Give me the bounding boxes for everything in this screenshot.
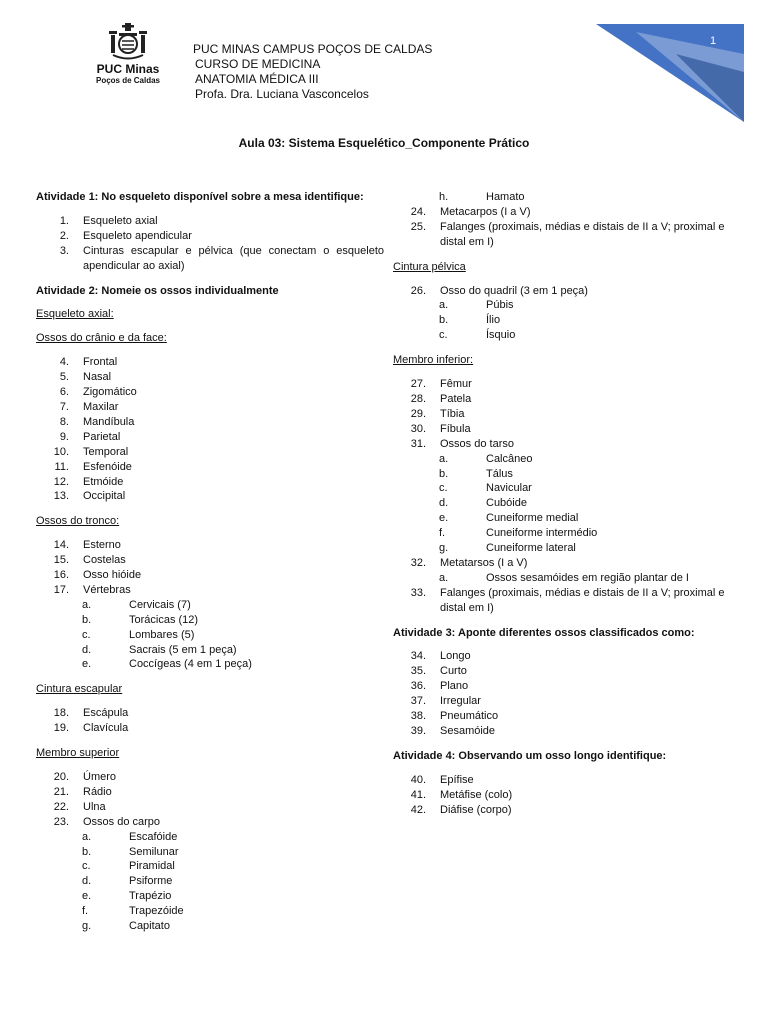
- item-number: 27.: [410, 378, 426, 391]
- item-text: Maxilar: [83, 400, 119, 413]
- list-item: [393, 788, 743, 803]
- item-text: Costelas: [83, 554, 126, 567]
- item-text: Semilunar: [129, 845, 179, 858]
- sub-list-item: [393, 452, 743, 467]
- list-item: [393, 694, 743, 709]
- item-text: Metatarsos (I a V): [440, 556, 528, 569]
- item-text: Zigomático: [83, 386, 137, 399]
- sub-list-item: [393, 526, 743, 541]
- item-number: f.: [82, 905, 89, 918]
- item-text: Ísquio: [486, 329, 516, 342]
- item-number: a.: [439, 571, 449, 584]
- item-text: Trapezóide: [129, 905, 184, 918]
- list-item: [36, 460, 384, 475]
- list-item: [36, 400, 384, 415]
- item-text: Metáfise (colo): [440, 788, 513, 801]
- item-number: 29.: [410, 407, 426, 420]
- item-number: 12.: [53, 475, 69, 488]
- header-line: CURSO DE MEDICINA: [195, 57, 321, 71]
- item-text: Plano: [440, 680, 469, 693]
- list-item: [36, 583, 384, 598]
- section-title: Cintura escapular: [36, 683, 123, 696]
- list-item: [36, 214, 384, 229]
- activity-heading: Atividade 2: Nomeie os ossos individualmente: [36, 284, 279, 297]
- item-number: 25.: [410, 220, 426, 233]
- list-item: [36, 244, 384, 274]
- item-number: 8.: [59, 415, 69, 428]
- list-item: [393, 407, 743, 422]
- list-item: [36, 415, 384, 430]
- item-text: Capitato: [129, 920, 170, 933]
- item-number: 17.: [53, 583, 69, 596]
- item-text: Pneumático: [440, 710, 499, 723]
- item-text: Psiforme: [129, 875, 173, 888]
- list-item: [36, 489, 384, 504]
- item-number: 4.: [59, 356, 69, 369]
- list-item: [393, 422, 743, 437]
- item-number: e.: [82, 890, 92, 903]
- item-text: Úmero: [83, 771, 117, 783]
- item-number: e.: [439, 512, 449, 525]
- item-text: Osso do quadril (3 em 1 peça): [440, 284, 588, 297]
- list-item: [393, 773, 743, 788]
- list-item: [36, 229, 384, 244]
- item-text: Parietal: [83, 430, 121, 443]
- list-item: [36, 538, 384, 553]
- sub-list-item: [36, 904, 384, 919]
- item-text: Cuneiforme lateral: [486, 542, 576, 555]
- item-number: c.: [439, 482, 448, 495]
- list-item: [36, 430, 384, 445]
- item-text: Falanges (proximais, médias e distais de II a V; proximal e distal em I): [440, 220, 725, 248]
- item-number: 37.: [410, 695, 426, 708]
- item-text: Mandíbula: [83, 415, 135, 428]
- list-item: [393, 724, 743, 739]
- item-number: 15.: [53, 554, 69, 567]
- list-item: [36, 785, 384, 800]
- item-text: Escafóide: [129, 830, 178, 843]
- item-number: 42.: [410, 803, 426, 816]
- corner-decoration: [596, 24, 744, 122]
- item-text: Trapézio: [129, 890, 172, 903]
- crest-icon: [105, 22, 151, 62]
- list-item: [393, 437, 743, 452]
- item-text: Tálus: [486, 467, 513, 480]
- item-number: 7.: [59, 400, 69, 413]
- item-text: Esqueleto apendicular: [83, 229, 192, 242]
- item-number: 19.: [53, 722, 69, 735]
- item-text: Clavícula: [83, 722, 129, 735]
- sub-list-item: [36, 643, 384, 658]
- item-text: Calcâneo: [486, 452, 533, 465]
- item-number: 16.: [53, 569, 69, 582]
- item-text: Nasal: [83, 371, 112, 384]
- list-item: [36, 568, 384, 583]
- item-text: Ossos do carpo: [83, 815, 161, 828]
- item-number: 28.: [410, 392, 426, 405]
- item-number: a.: [82, 830, 92, 843]
- item-number: h.: [439, 191, 449, 203]
- right-column: [393, 190, 743, 828]
- escapular-list: [36, 706, 384, 736]
- item-number: 6.: [59, 386, 69, 399]
- puc-minas-logo: [92, 22, 164, 86]
- sub-list-item: [36, 859, 384, 874]
- item-number: c.: [439, 329, 448, 342]
- item-text: Cinturas escapular e pélvica (que conectam o esqueleto apendicular ao axial): [83, 244, 384, 272]
- item-text: Sesamóide: [440, 725, 496, 737]
- list-item: [36, 475, 384, 490]
- item-text: Curto: [440, 665, 467, 678]
- item-text: Epífise: [440, 773, 474, 786]
- list-item: [393, 664, 743, 679]
- item-text: Escápula: [83, 707, 129, 720]
- item-number: 38.: [410, 710, 426, 723]
- item-number: 10.: [53, 445, 69, 458]
- sub-list-item: [36, 889, 384, 904]
- item-text: Occipital: [83, 490, 126, 503]
- item-text: Frontal: [83, 356, 118, 369]
- item-number: c.: [82, 628, 91, 641]
- item-number: b.: [439, 314, 449, 327]
- item-number: d.: [439, 497, 449, 510]
- list-item: [36, 553, 384, 568]
- sub-list-item: [36, 613, 384, 628]
- section-title: Cintura pélvica: [393, 260, 466, 273]
- item-number: 20.: [53, 771, 69, 783]
- item-text: Ossos do tarso: [440, 437, 514, 450]
- item-number: 33.: [410, 586, 426, 599]
- sub-list-item: [36, 845, 384, 860]
- list-item: [393, 377, 743, 392]
- item-number: 34.: [410, 650, 426, 663]
- list-item: [36, 355, 384, 370]
- item-number: g.: [439, 542, 449, 555]
- item-number: a.: [439, 452, 449, 465]
- list-item: [393, 556, 743, 571]
- item-text: Esfenóide: [83, 460, 132, 473]
- list-item: [36, 385, 384, 400]
- item-text: Tíbia: [440, 407, 465, 420]
- item-text: Ulna: [83, 800, 106, 813]
- activity-heading: Atividade 4: Observando um osso longo identifique:: [393, 749, 667, 762]
- section-title: Membro inferior:: [393, 354, 474, 367]
- sub-list-item: [393, 541, 743, 556]
- item-text: Metacarpos (I a V): [440, 205, 531, 218]
- item-number: a.: [439, 299, 449, 312]
- item-number: c.: [82, 860, 91, 873]
- sub-list-item: [393, 313, 743, 328]
- item-text: Esqueleto axial: [83, 214, 158, 227]
- list-item: [393, 803, 743, 818]
- item-text: Navicular: [486, 482, 532, 495]
- inferior-list: [393, 377, 743, 616]
- list-item: [393, 220, 743, 250]
- item-text: Ossos sesamóides em região plantar de I: [486, 571, 689, 584]
- sub-list-item: [36, 598, 384, 613]
- item-text: Temporal: [83, 445, 129, 458]
- item-number: 22.: [53, 800, 69, 813]
- item-text: Etmóide: [83, 475, 124, 488]
- item-text: Rádio: [83, 785, 112, 798]
- item-number: 32.: [410, 556, 426, 569]
- list-item: [36, 721, 384, 736]
- item-text: Fíbula: [440, 422, 471, 435]
- item-number: 18.: [53, 707, 69, 720]
- section-title: Ossos do crânio e da face:: [36, 332, 167, 345]
- pelvica-list: [393, 284, 743, 344]
- list-item: [393, 709, 743, 724]
- list-item: [393, 284, 743, 299]
- item-number: 13.: [53, 490, 69, 503]
- item-number: 21.: [53, 785, 69, 798]
- header-line: ANATOMIA MÉDICA III: [195, 72, 319, 86]
- logo-name: PUC Minas: [96, 62, 160, 76]
- item-number: g.: [82, 920, 92, 933]
- left-column: [36, 190, 384, 944]
- sub-list-item: [36, 657, 384, 672]
- list-item: [36, 815, 384, 830]
- cranio-list: [36, 355, 384, 504]
- item-number: 24.: [410, 205, 426, 218]
- tronco-list: [36, 538, 384, 672]
- item-text: Coccígeas (4 em 1 peça): [129, 658, 252, 671]
- activity-4-list: [393, 773, 743, 818]
- item-text: Sacrais (5 em 1 peça): [129, 643, 237, 656]
- item-text: Irregular: [440, 695, 481, 708]
- item-number: 40.: [410, 773, 426, 786]
- item-text: Cuneiforme medial: [486, 512, 579, 525]
- sub-list-item: [36, 830, 384, 845]
- sub-list-item: [393, 511, 743, 526]
- sub-list-item: [393, 481, 743, 496]
- item-number: 5.: [59, 371, 69, 384]
- page-number: 1: [710, 35, 717, 47]
- item-text: Hamato: [486, 191, 525, 203]
- item-text: Vértebras: [83, 583, 131, 596]
- item-text: Falanges (proximais, médias e distais de II a V; proximal e distal em I): [440, 586, 725, 614]
- item-text: Cubóide: [486, 497, 527, 510]
- item-text: Diáfise (corpo): [440, 803, 512, 816]
- sub-list-item: [393, 328, 743, 343]
- section-title: Membro superior: [36, 747, 120, 760]
- list-item: [393, 205, 743, 220]
- item-text: Patela: [440, 392, 472, 405]
- item-number: 2.: [59, 229, 69, 242]
- activity-heading: Atividade 3: Aponte diferentes ossos classificados como:: [393, 626, 695, 639]
- superior-continued-list: [393, 205, 743, 250]
- sub-list-item: [36, 874, 384, 889]
- item-text: Esterno: [83, 539, 121, 552]
- item-text: Osso hióide: [83, 569, 142, 582]
- sub-list-item: [36, 628, 384, 643]
- sub-list-item: [393, 298, 743, 313]
- item-number: f.: [439, 527, 446, 540]
- list-item: [36, 770, 384, 785]
- item-number: b.: [82, 845, 92, 858]
- item-text: Púbis: [486, 299, 514, 312]
- sub-list-item: [393, 190, 743, 205]
- item-number: b.: [82, 613, 92, 626]
- sub-list-item: [393, 467, 743, 482]
- item-text: Cuneiforme intermédio: [486, 527, 598, 540]
- list-item: [393, 679, 743, 694]
- list-item: [36, 370, 384, 385]
- item-number: 31.: [410, 437, 426, 450]
- list-item: [36, 706, 384, 721]
- item-number: 11.: [54, 460, 69, 473]
- activity-3-list: [393, 649, 743, 738]
- item-text: Lombares (5): [129, 628, 195, 641]
- logo-city: Poços de Caldas: [95, 76, 161, 85]
- item-number: d.: [82, 875, 92, 888]
- item-text: Cervicais (7): [129, 598, 191, 611]
- section-title: Esqueleto axial:: [36, 308, 114, 321]
- item-number: 30.: [410, 422, 426, 435]
- item-text: Longo: [440, 650, 471, 663]
- item-number: d.: [82, 643, 92, 656]
- list-item: [393, 649, 743, 664]
- sub-list-item: [393, 496, 743, 511]
- item-number: 39.: [410, 725, 426, 737]
- item-number: e.: [82, 658, 92, 671]
- item-text: Piramidal: [129, 860, 175, 873]
- item-number: 14.: [53, 539, 69, 552]
- item-text: Fêmur: [440, 378, 472, 391]
- sub-list-item: [36, 919, 384, 934]
- item-number: 35.: [410, 665, 426, 678]
- header-line: Profa. Dra. Luciana Vasconcelos: [195, 87, 369, 101]
- item-number: 23.: [53, 815, 69, 828]
- list-item: [36, 800, 384, 815]
- item-text: Ílio: [486, 314, 501, 327]
- activity-heading: Atividade 1: No esqueleto disponível sobre a mesa identifique:: [36, 191, 364, 203]
- sub-list-item: [393, 571, 743, 586]
- superior-list: [36, 770, 384, 934]
- list-item: [393, 392, 743, 407]
- item-number: 36.: [410, 680, 426, 693]
- document-header: [193, 42, 432, 102]
- item-number: b.: [439, 467, 449, 480]
- item-number: 26.: [410, 284, 426, 297]
- list-item: [36, 445, 384, 460]
- section-title: Ossos do tronco:: [36, 515, 120, 528]
- header-line: PUC MINAS CAMPUS POÇOS DE CALDAS: [193, 42, 433, 56]
- item-number: a.: [82, 598, 92, 611]
- item-number: 9.: [59, 430, 69, 443]
- page-title: Aula 03: Sistema Esquelético_Componente Prático: [238, 136, 530, 150]
- list-item: [393, 586, 743, 616]
- item-text: Torácicas (12): [129, 613, 199, 626]
- item-number: 3.: [59, 244, 69, 257]
- activity-1-list: [36, 214, 384, 274]
- item-number: 1.: [59, 214, 69, 227]
- item-number: 41.: [410, 788, 426, 801]
